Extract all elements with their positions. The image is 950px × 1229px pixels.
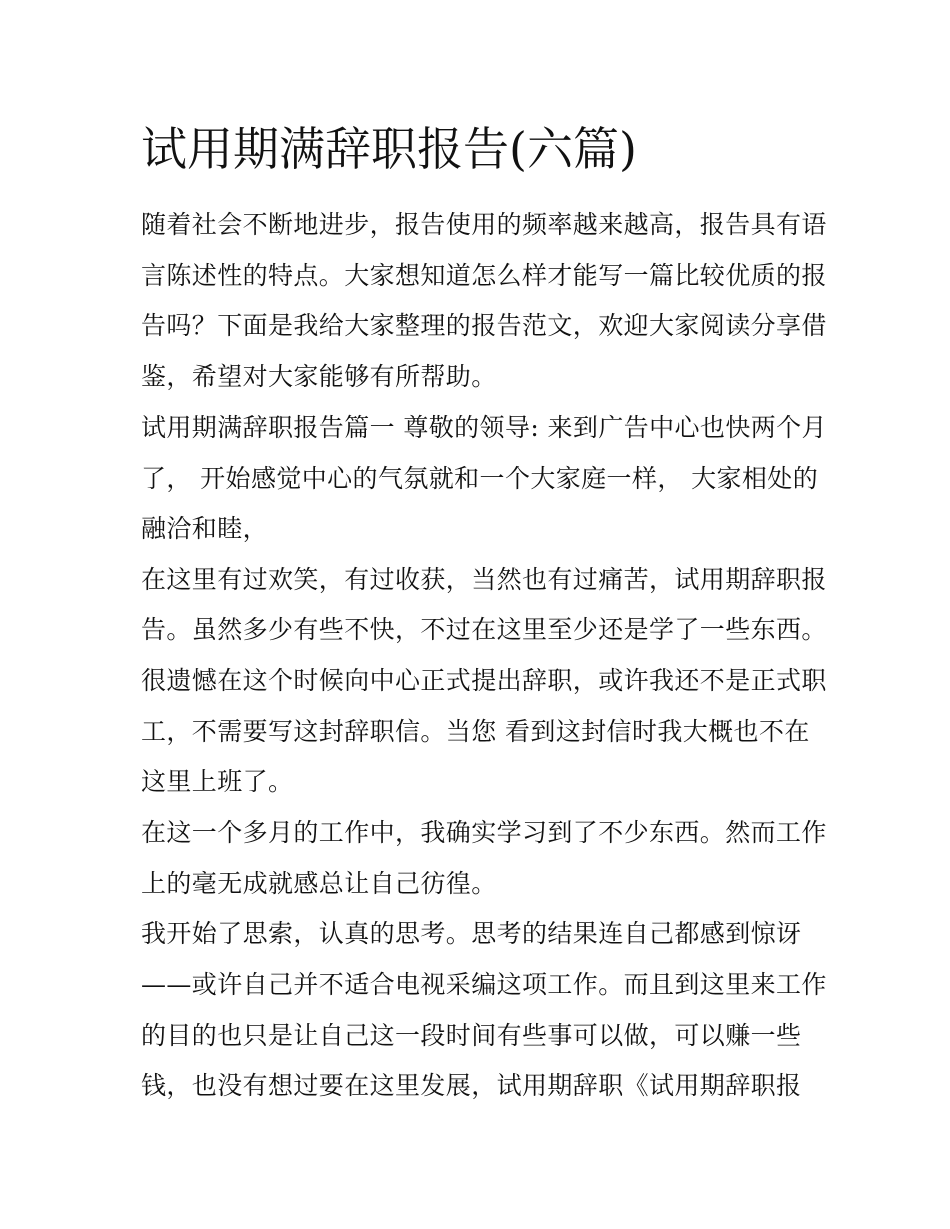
paragraph-line: 工，不需要写这封辞职信。当您 看到这封信时我大概也不在 [141,717,810,746]
paragraph-line: 这里上班了。 [141,767,294,796]
paragraph-line: 在这一个多月的工作中，我确实学习到了不少东西。然而工作 [141,818,827,847]
paragraph-line: 了， 开始感觉中心的气氛就和一个大家庭一样， 大家相处的 [141,464,819,493]
paragraph-line: 鉴，希望对大家能够有所帮助。 [141,362,497,391]
paragraph-line: 钱，也没有想过要在这里发展，试用期辞职《试用期辞职报 [141,1071,802,1100]
document-title: 试用期满辞职报告(六篇) [141,122,637,176]
paragraph-line: 的目的也只是让自己这一段时间有些事可以做，可以赚一些 [141,1021,802,1050]
paragraph-line: 上的毫无成就感总让自己彷徨。 [141,869,497,898]
paragraph-line: 很遗憾在这个时候向中心正式提出辞职，或许我还不是正式职 [141,666,827,695]
paragraph-line: 告。虽然多少有些不快，不过在这里至少还是学了一些东西。 [141,615,827,644]
paragraph-line: ——或许自己并不适合电视采编这项工作。而且到这里来工作 [141,970,827,999]
paragraph-line: 融洽和睦， [141,514,269,543]
paragraph-line: 在这里有过欢笑，有过收获，当然也有过痛苦，试用期辞职报 [141,565,827,594]
paragraph-line: 随着社会不断地进步，报告使用的频率越来越高，报告具有语 [141,210,827,239]
paragraph-line: 言陈述性的特点。大家想知道怎么样才能写一篇比较优质的报 [141,261,827,290]
paragraph-line: 试用期满辞职报告篇一 尊敬的领导: 来到广告中心也快两个月 [141,413,827,442]
paragraph-line: 我开始了思索，认真的思考。思考的结果连自己都感到惊讶 [141,919,802,948]
paragraph-line: 告吗？下面是我给大家整理的报告范文，欢迎大家阅读分享借 [141,311,827,340]
